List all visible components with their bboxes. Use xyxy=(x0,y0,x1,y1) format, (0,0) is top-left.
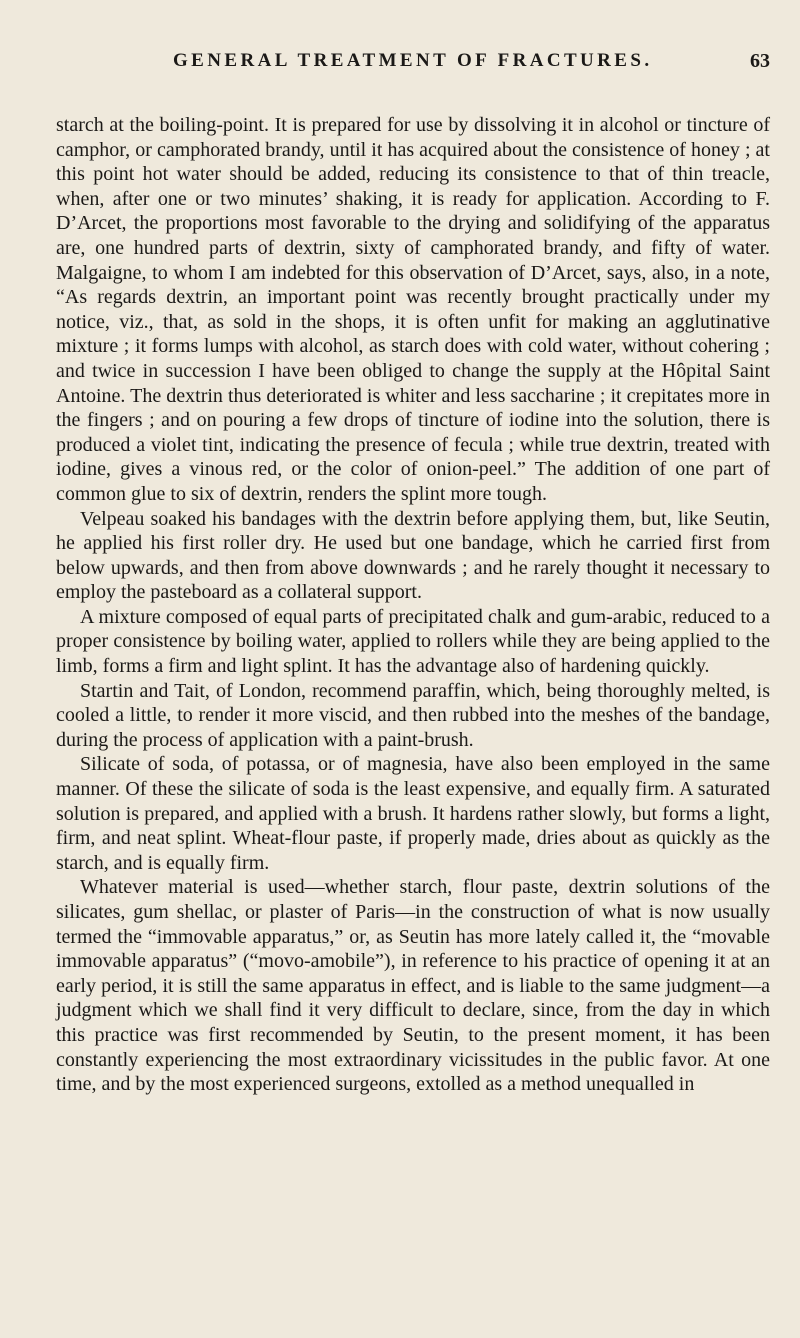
paragraph-immovable-apparatus: Whatever material is used—whether starch, flour paste, dextrin solutions of the silicates, gum shellac, or plaster of Paris—in the construction of what is now usually termed the “immovable apparatus,” or, as Seutin has more lately called it, the “movable immovable apparatus” (“movo-amobile”), in reference to his practice of opening it at an early period, it is still the same apparatus in effect, and is liable to the same judgment—a judgment which we shall find it very difficult to declare, since, from the day in which this practice was first recommended by Seutin, to the present moment, it has been constantly experiencing the most extraordinary vicissitudes in the public favor. At one time, and by the most experienced surgeons, extolled as a method unequalled in xyxy=(56,876,770,1096)
running-title: GENERAL TREATMENT OF FRACTURES. xyxy=(173,50,653,71)
running-header xyxy=(56,30,770,72)
paragraph-starch-dextrin: starch at the boiling-point. It is prepared for use by dissolving it in alcohol or tincture of camphor, or camphorated brandy, until it has acquired about the consistence of honey ; at this point hot water should be added, reducing its consistence to that of thin treacle, when, after one or two minutes’ shaking, it is ready for application. According to F. D’Arcet, the proportions most favorable to the drying and solidifying of the apparatus are, one hundred parts of dextrin, sixty of camphorated brandy, and fifty of water. Malgaigne, to whom I am indebted for this observation of D’Arcet, says, also, in a note, “As regards dextrin, an important point was recently brought practically under my notice, viz., that, as sold in the shops, it is often unfit for making an agglutinative mixture ; it forms lumps with alcohol, as starch does with cold water, without cohering ; and twice in succession I have been obliged to change the supply at the Hôpital Saint Antoine. The dextrin thus deteriorated is whiter and less saccharine ; it crepitates more in the fingers ; and on pouring a few drops of tincture of iodine into the solution, there is produced a violet tint, indicating the presence of fecula ; while true dextrin, treated with iodine, gives a vinous red, or the color of onion-peel.” The addition of one part of common glue to six of dextrin, renders the splint more tough. xyxy=(56,114,770,505)
page-number: 63 xyxy=(750,50,770,72)
paragraph-chalk-gum-arabic: A mixture composed of equal parts of precipitated chalk and gum-arabic, reduced to a proper consistence by boiling water, applied to rollers while they are being applied to the limb, forms a firm and light splint. It has the advantage also of hardening quickly. xyxy=(56,605,770,678)
body-text xyxy=(56,113,770,1097)
paragraph-silicates: Silicate of soda, of potassa, or of magnesia, have also been employed in the same manner. Of these the silicate of soda is the least expensive, and equally firm. A saturated solution is prepared, and applied with a brush. It hardens rather slowly, but forms a light, firm, and neat splint. Wheat-flour paste, if properly made, dries about as quickly as the starch, and is equally firm. xyxy=(56,753,770,874)
paragraph-paraffin: Startin and Tait, of London, recommend paraffin, which, being thoroughly melted, is cooled a little, to render it more viscid, and then rubbed into the meshes of the bandage, during the process of application with a paint-brush. xyxy=(56,679,770,751)
paragraph-velpeau: Velpeau soaked his bandages with the dextrin before applying them, but, like Seutin, he applied his first roller dry. He used but one bandage, which he carried first from below upwards, and then from above downwards ; and he rarely thought it necessary to employ the pasteboard as a collateral support. xyxy=(56,507,770,604)
